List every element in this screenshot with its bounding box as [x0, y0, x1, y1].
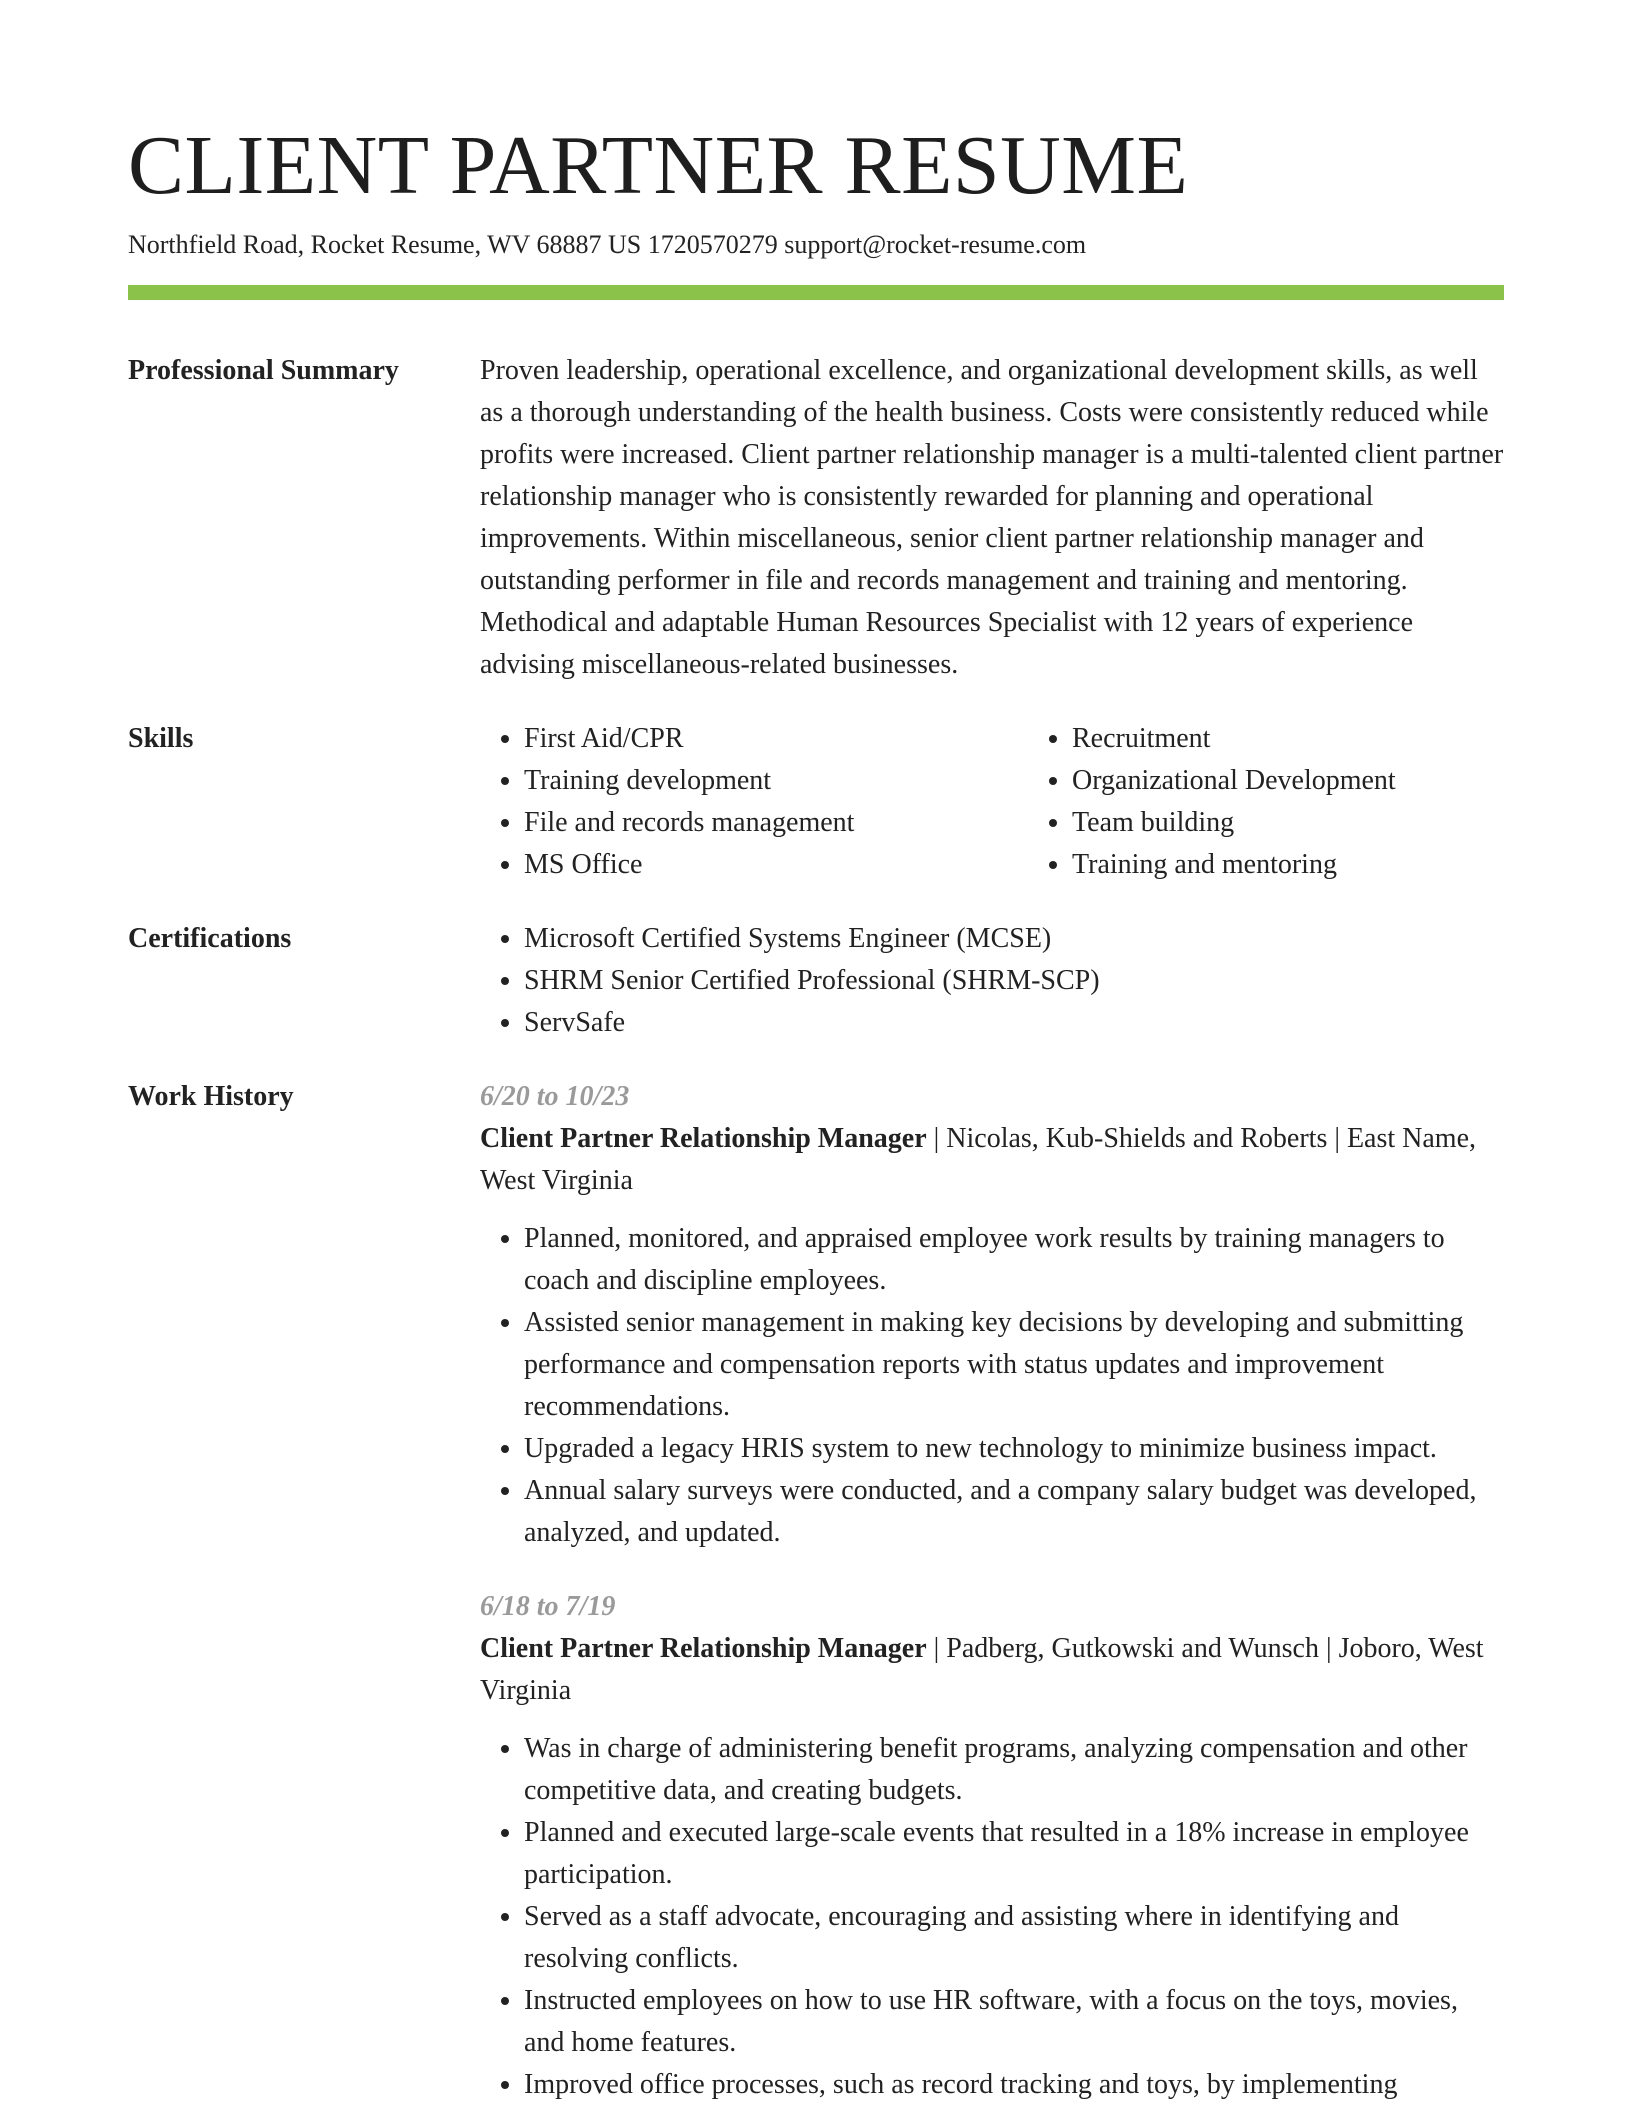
job-date: 6/20 to 10/23 [480, 1080, 630, 1112]
certification-item: • ServSafe [524, 1002, 1504, 1044]
header-divider [128, 285, 1504, 300]
resume-page [128, 118, 1504, 2106]
work-history-heading: Work History [128, 1080, 294, 1112]
skill-item: • First Aid/CPR [524, 718, 1028, 760]
skill-item: • Recruitment [1072, 718, 1576, 760]
job-bullet: • Instructed employees on how to use HR software, with a focus on the toys, movies, and home features. [524, 1980, 1504, 2064]
skill-item: • Team building [1072, 802, 1576, 844]
job-bullet: • Planned, monitored, and appraised employee work results by training managers to coach and discipline employees. [524, 1218, 1504, 1302]
summary-text: Proven leadership, operational excellence, and organizational development skills, as well as a thorough understanding of the health business. Costs were consistently reduced while profits were increased. Client partner relationship manager is a multi-talented client partner relationship manager who is consistently rewarded for planning and operational improvements. Within miscellaneous, senior client partner relationship manager and outstanding performer in file and records management and training and mentoring. Methodical and adaptable Human Resources Specialist with 12 years of experience advising miscellaneous-related businesses. [480, 354, 1504, 680]
job-bullet: • Was in charge of administering benefit programs, analyzing compensation and other competitive data, and creating budgets. [524, 1728, 1504, 1812]
job-employer-location: | Padberg, Gutkowski and Wunsch | Joboro, West Virginia [480, 1632, 1484, 1706]
summary-section [128, 350, 1504, 686]
skill-item: • Organizational Development [1072, 760, 1576, 802]
job-bullet: • Assisted senior management in making key decisions by developing and submitting performance and compensation reports with status updates and improvement recommendations. [524, 1302, 1504, 1428]
job-title-line [480, 1628, 1504, 1712]
job-date: 6/18 to 7/19 [480, 1590, 616, 1622]
certifications-heading: Certifications [128, 922, 292, 954]
work-history-section [128, 1076, 1504, 2106]
skills-grid [480, 718, 1576, 886]
skills-heading: Skills [128, 722, 194, 754]
skill-item: • Training and mentoring [1072, 844, 1576, 886]
job-bullet: • Served as a staff advocate, encouraging and assisting where in identifying and resolving conflicts. [524, 1896, 1504, 1980]
certifications-body [480, 918, 1504, 1044]
summary-body [480, 350, 1504, 686]
work-history-body [480, 1076, 1504, 2106]
skill-item: • File and records management [524, 802, 1028, 844]
job-bullets [480, 1728, 1504, 2106]
job-entry [480, 1586, 1504, 2106]
contact-line: Northfield Road, Rocket Resume, WV 68887 US 1720570279 support@rocket-resume.com [128, 229, 1087, 259]
certification-item: • SHRM Senior Certified Professional (SHRM-SCP) [524, 960, 1504, 1002]
skill-item: • MS Office [524, 844, 1028, 886]
job-role: Client Partner Relationship Manager [480, 1632, 927, 1664]
job-bullet: • Upgraded a legacy HRIS system to new technology to minimize business impact. [524, 1428, 1504, 1470]
skills-list-left [480, 718, 1028, 886]
certifications-section [128, 918, 1504, 1044]
job-role: Client Partner Relationship Manager [480, 1122, 927, 1154]
job-employer-location: | Nicolas, Kub-Shields and Roberts | East Name, West Virginia [480, 1122, 1477, 1196]
skills-list-right [1028, 718, 1576, 886]
resume-title: CLIENT PARTNER RESUME [128, 119, 1189, 212]
job-bullets [480, 1218, 1504, 1554]
skill-item: • Training development [524, 760, 1028, 802]
skills-section [128, 718, 1504, 886]
job-title-line [480, 1118, 1504, 1202]
summary-heading: Professional Summary [128, 354, 399, 386]
job-bullet: • Planned and executed large-scale events that resulted in a 18% increase in employee participation. [524, 1812, 1504, 1896]
job-bullet: • Annual salary surveys were conducted, and a company salary budget was developed, analyzed, and updated. [524, 1470, 1504, 1554]
certifications-list [480, 918, 1504, 1044]
job-entry [480, 1076, 1504, 1554]
certification-item: • Microsoft Certified Systems Engineer (MCSE) [524, 918, 1504, 960]
job-bullet: • Improved office processes, such as record tracking and toys, by implementing [524, 2064, 1504, 2106]
